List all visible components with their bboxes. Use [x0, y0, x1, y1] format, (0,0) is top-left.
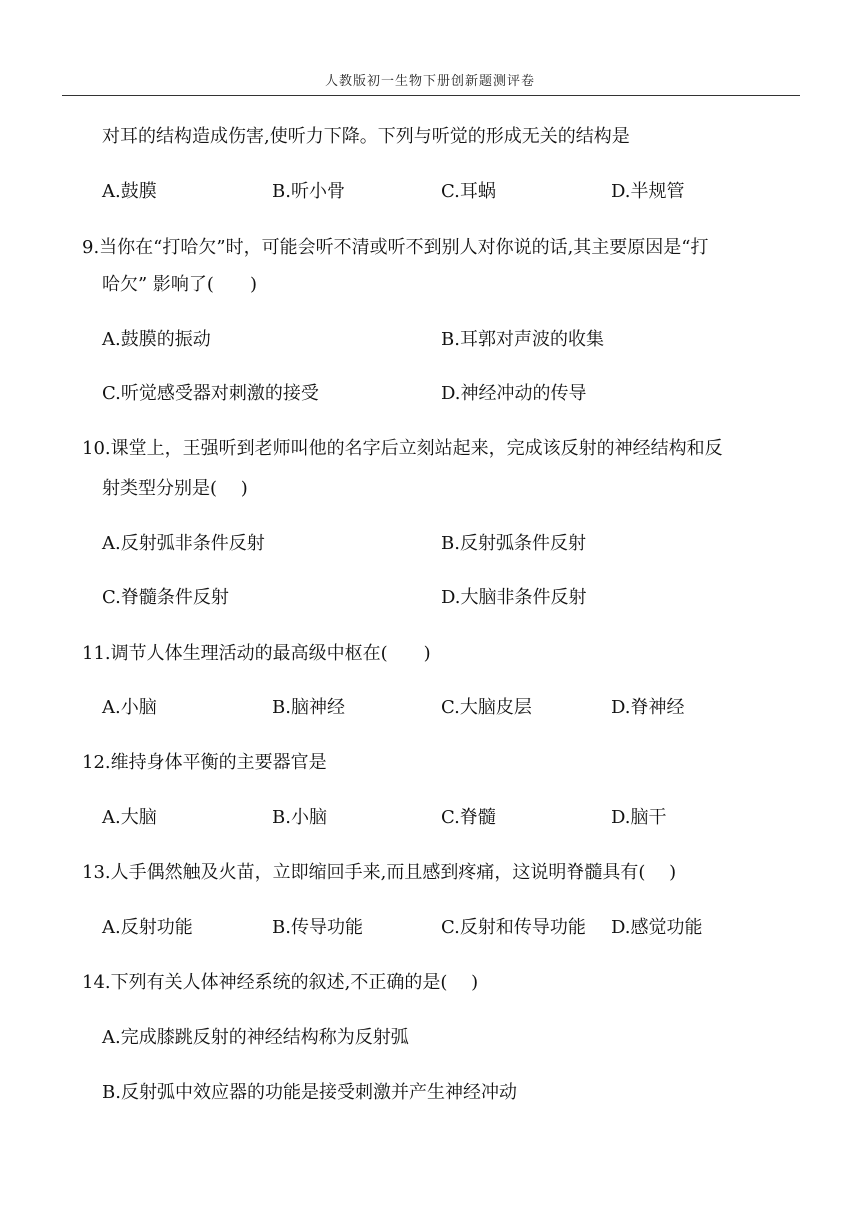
q12-stem: 12.维持身体平衡的主要器官是 [82, 752, 327, 773]
q14-option-a: A.完成膝跳反射的神经结构称为反射弧 [102, 1027, 409, 1048]
q13-option-a: A.反射功能 [102, 917, 193, 938]
q9-option-c: C.听觉感受器对刺激的接受 [102, 383, 319, 404]
q14-option-b: B.反射弧中效应器的功能是接受刺激并产生神经冲动 [102, 1082, 517, 1103]
q12-option-a: A.大脑 [102, 807, 157, 828]
q8-option-d: D.半规管 [611, 181, 685, 202]
header-rule [62, 95, 800, 96]
q8-option-a: A.鼓膜 [102, 181, 157, 202]
q11-option-a: A.小脑 [102, 697, 157, 718]
q9-option-d: D.神经冲动的传导 [441, 383, 587, 404]
q9-option-a: A.鼓膜的振动 [102, 329, 211, 350]
q8-option-c: C.耳蜗 [441, 181, 496, 202]
q11-option-d: D.脊神经 [611, 697, 685, 718]
q12-option-c: C.脊髓 [441, 807, 496, 828]
q14-stem: 14.下列有关人体神经系统的叙述,不正确的是( ) [82, 972, 479, 993]
q10-option-c: C.脊髓条件反射 [102, 587, 229, 608]
page-header: 人教版初一生物下册创新题测评卷 [324, 74, 535, 89]
q10-stem-line2: 射类型分别是( ) [102, 478, 248, 499]
q13-stem: 13.人手偶然触及火苗，立即缩回手来,而且感到疼痛，这说明脊髓具有( ) [82, 862, 677, 883]
q8-stem: 对耳的结构造成伤害,使听力下降。下列与听觉的形成无关的结构是 [102, 126, 630, 147]
q9-stem-line2: 哈欠” 影响了( ) [102, 274, 257, 295]
q13-option-c: C.反射和传导功能 [441, 917, 586, 938]
q9-stem-line1: 9.当你在“打哈欠”时，可能会听不清或听不到别人对你说的话,其主要原因是“打 [82, 237, 709, 258]
q12-option-d: D.脑干 [611, 807, 667, 828]
q11-stem: 11.调节人体生理活动的最高级中枢在( ) [82, 643, 431, 664]
q13-option-b: B.传导功能 [272, 917, 363, 938]
q10-option-b: B.反射弧条件反射 [441, 533, 586, 554]
q10-stem-line1: 10.课堂上，王强听到老师叫他的名字后立刻站起来，完成该反射的神经结构和反 [82, 438, 723, 459]
q11-option-c: C.大脑皮层 [441, 697, 532, 718]
q9-option-b: B.耳郭对声波的收集 [441, 329, 604, 350]
q11-option-b: B.脑神经 [272, 697, 345, 718]
q10-option-d: D.大脑非条件反射 [441, 587, 587, 608]
q8-option-b: B.听小骨 [272, 181, 345, 202]
q10-option-a: A.反射弧非条件反射 [102, 533, 265, 554]
q13-option-d: D.感觉功能 [611, 917, 703, 938]
q12-option-b: B.小脑 [272, 807, 327, 828]
